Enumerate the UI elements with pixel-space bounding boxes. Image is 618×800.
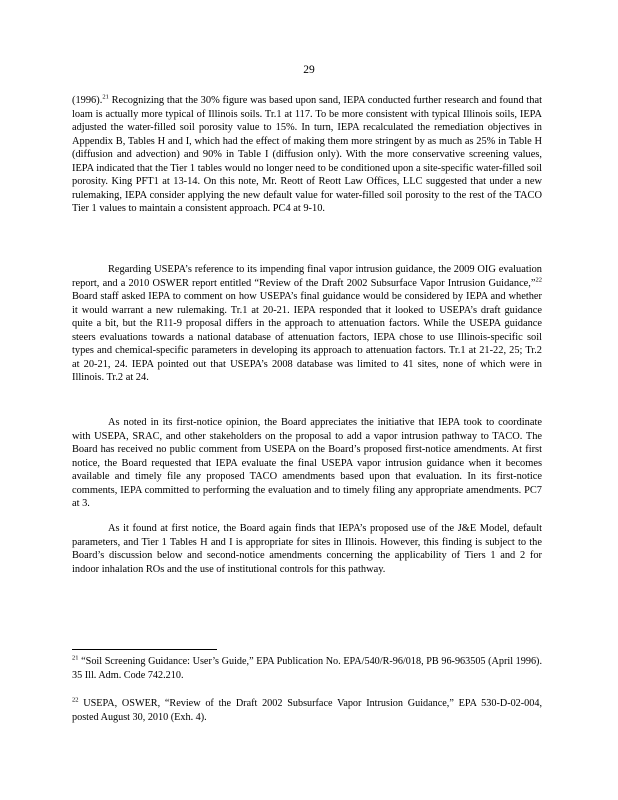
paragraph-1-text: Recognizing that the 30% figure was based upon sand, IEPA conducted further research and found that loam is actually more typical of Illinois soils. Tr.1 at 117. To be more consistent with typical Illinois soils, IEPA adjusted the water-filled soil porosity value to 15%. In turn, IEPA recalculated the remediation objectives in Appendix B, Tables H and I, which had the effect of making them more stringent by as much as 25% in Table H (diffusion and advection) and 90% in Table I (diffusion only). With the more conservative screening values, IEPA indicated that the Tier 1 tables would no longer need to be conditioned upon a site-specific water-filled soil porosity. King PFT1 at 13-14. On this note, Mr. Reott of Reott Law Offices, LLC suggested that under a new rulemaking, IEPA consider applying the new default value for water-filled soil porosity to the rest of the TACO Tier 1 values to maintain a consistent approach. PC4 at 9-10. [72, 95, 542, 215]
footnote-21 [72, 655, 542, 682]
paragraph-1-lead: (1996). [72, 95, 103, 106]
footnote-22 [72, 697, 542, 724]
paragraph-1 [72, 94, 542, 216]
footnote-21-text: “Soil Screening Guidance: User’s Guide,” EPA Publication No. EPA/540/R-96/018, PB 96-963505 (April 1996). 35 Ill. Adm. Code 742.210. [72, 656, 542, 681]
paragraph-4: As it found at first notice, the Board again finds that IEPA’s proposed use of the J&E Model, default parameters, and Tier 1 Tables H and I is appropriate for sites in Illinois. However, this finding is subject to the Board’s discussion below and second-notice amendments concerning the applicability of Tiers 1 and 2 for indoor inhalation ROs and the use of institutional controls for this pathway. [72, 523, 542, 575]
footnote-21-marker: 21 [72, 654, 79, 662]
page-number: 29 [303, 64, 315, 76]
paragraph-3: As noted in its first-notice opinion, the Board appreciates the initiative that IEPA took to coordinate with USEPA, SRAC, and other stakeholders on the proposal to add a vapor intrusion pathway to TACO. The Board has received no public comment from USEPA on the Board’s proposed first-notice amendments. At first notice, the Board requested that IEPA evaluate the final USEPA vapor intrusion guidance when it becomes available and timely file any proposed TACO amendments based upon that evaluation. In its first-notice comments, IEPA committed to performing the evaluation and to timely filing any appropriate amendments. PC7 at 3. [72, 417, 542, 510]
footnote-ref-22[interactable]: 22 [535, 276, 542, 284]
paragraph-2-lead: Regarding USEPA’s reference to its impending final vapor intrusion guidance, the 2009 OIG evaluation report, and a 2010 OSWER report entitled “Review of the Draft 2002 Subsurface Vapor Intrusion Guidance,” [72, 264, 542, 289]
footnote-22-marker: 22 [72, 696, 79, 704]
paragraph-2 [72, 263, 542, 385]
footnote-ref-21[interactable]: 21 [102, 93, 109, 101]
footnote-separator [72, 649, 217, 650]
footnote-22-text: USEPA, OSWER, “Review of the Draft 2002 Subsurface Vapor Intrusion Guidance,” EPA 530-D-02-004, posted August 30, 2010 (Exh. 4). [72, 698, 542, 723]
paragraph-2-text: Board staff asked IEPA to comment on how USEPA’s final guidance would be considered by IEPA and whether it would warrant a new rulemaking. Tr.1 at 20-21. IEPA responded that it looked to USEPA’s draft guidance quite a bit, but the R11-9 proposal differs in the approach to attenuation factors. While the USEPA guidance steers evaluations towards a national database of attenuation factors, IEPA chose to use Illinois-specific soil types and chemical-specific parameters in developing its approach to attenuation factors. Tr.1 at 21-22, 25; Tr.2 at 20-21, 24. IEPA pointed out that USEPA’s 2008 database was limited to 41 sites, none of which were in Illinois. Tr.2 at 24. [72, 291, 542, 384]
